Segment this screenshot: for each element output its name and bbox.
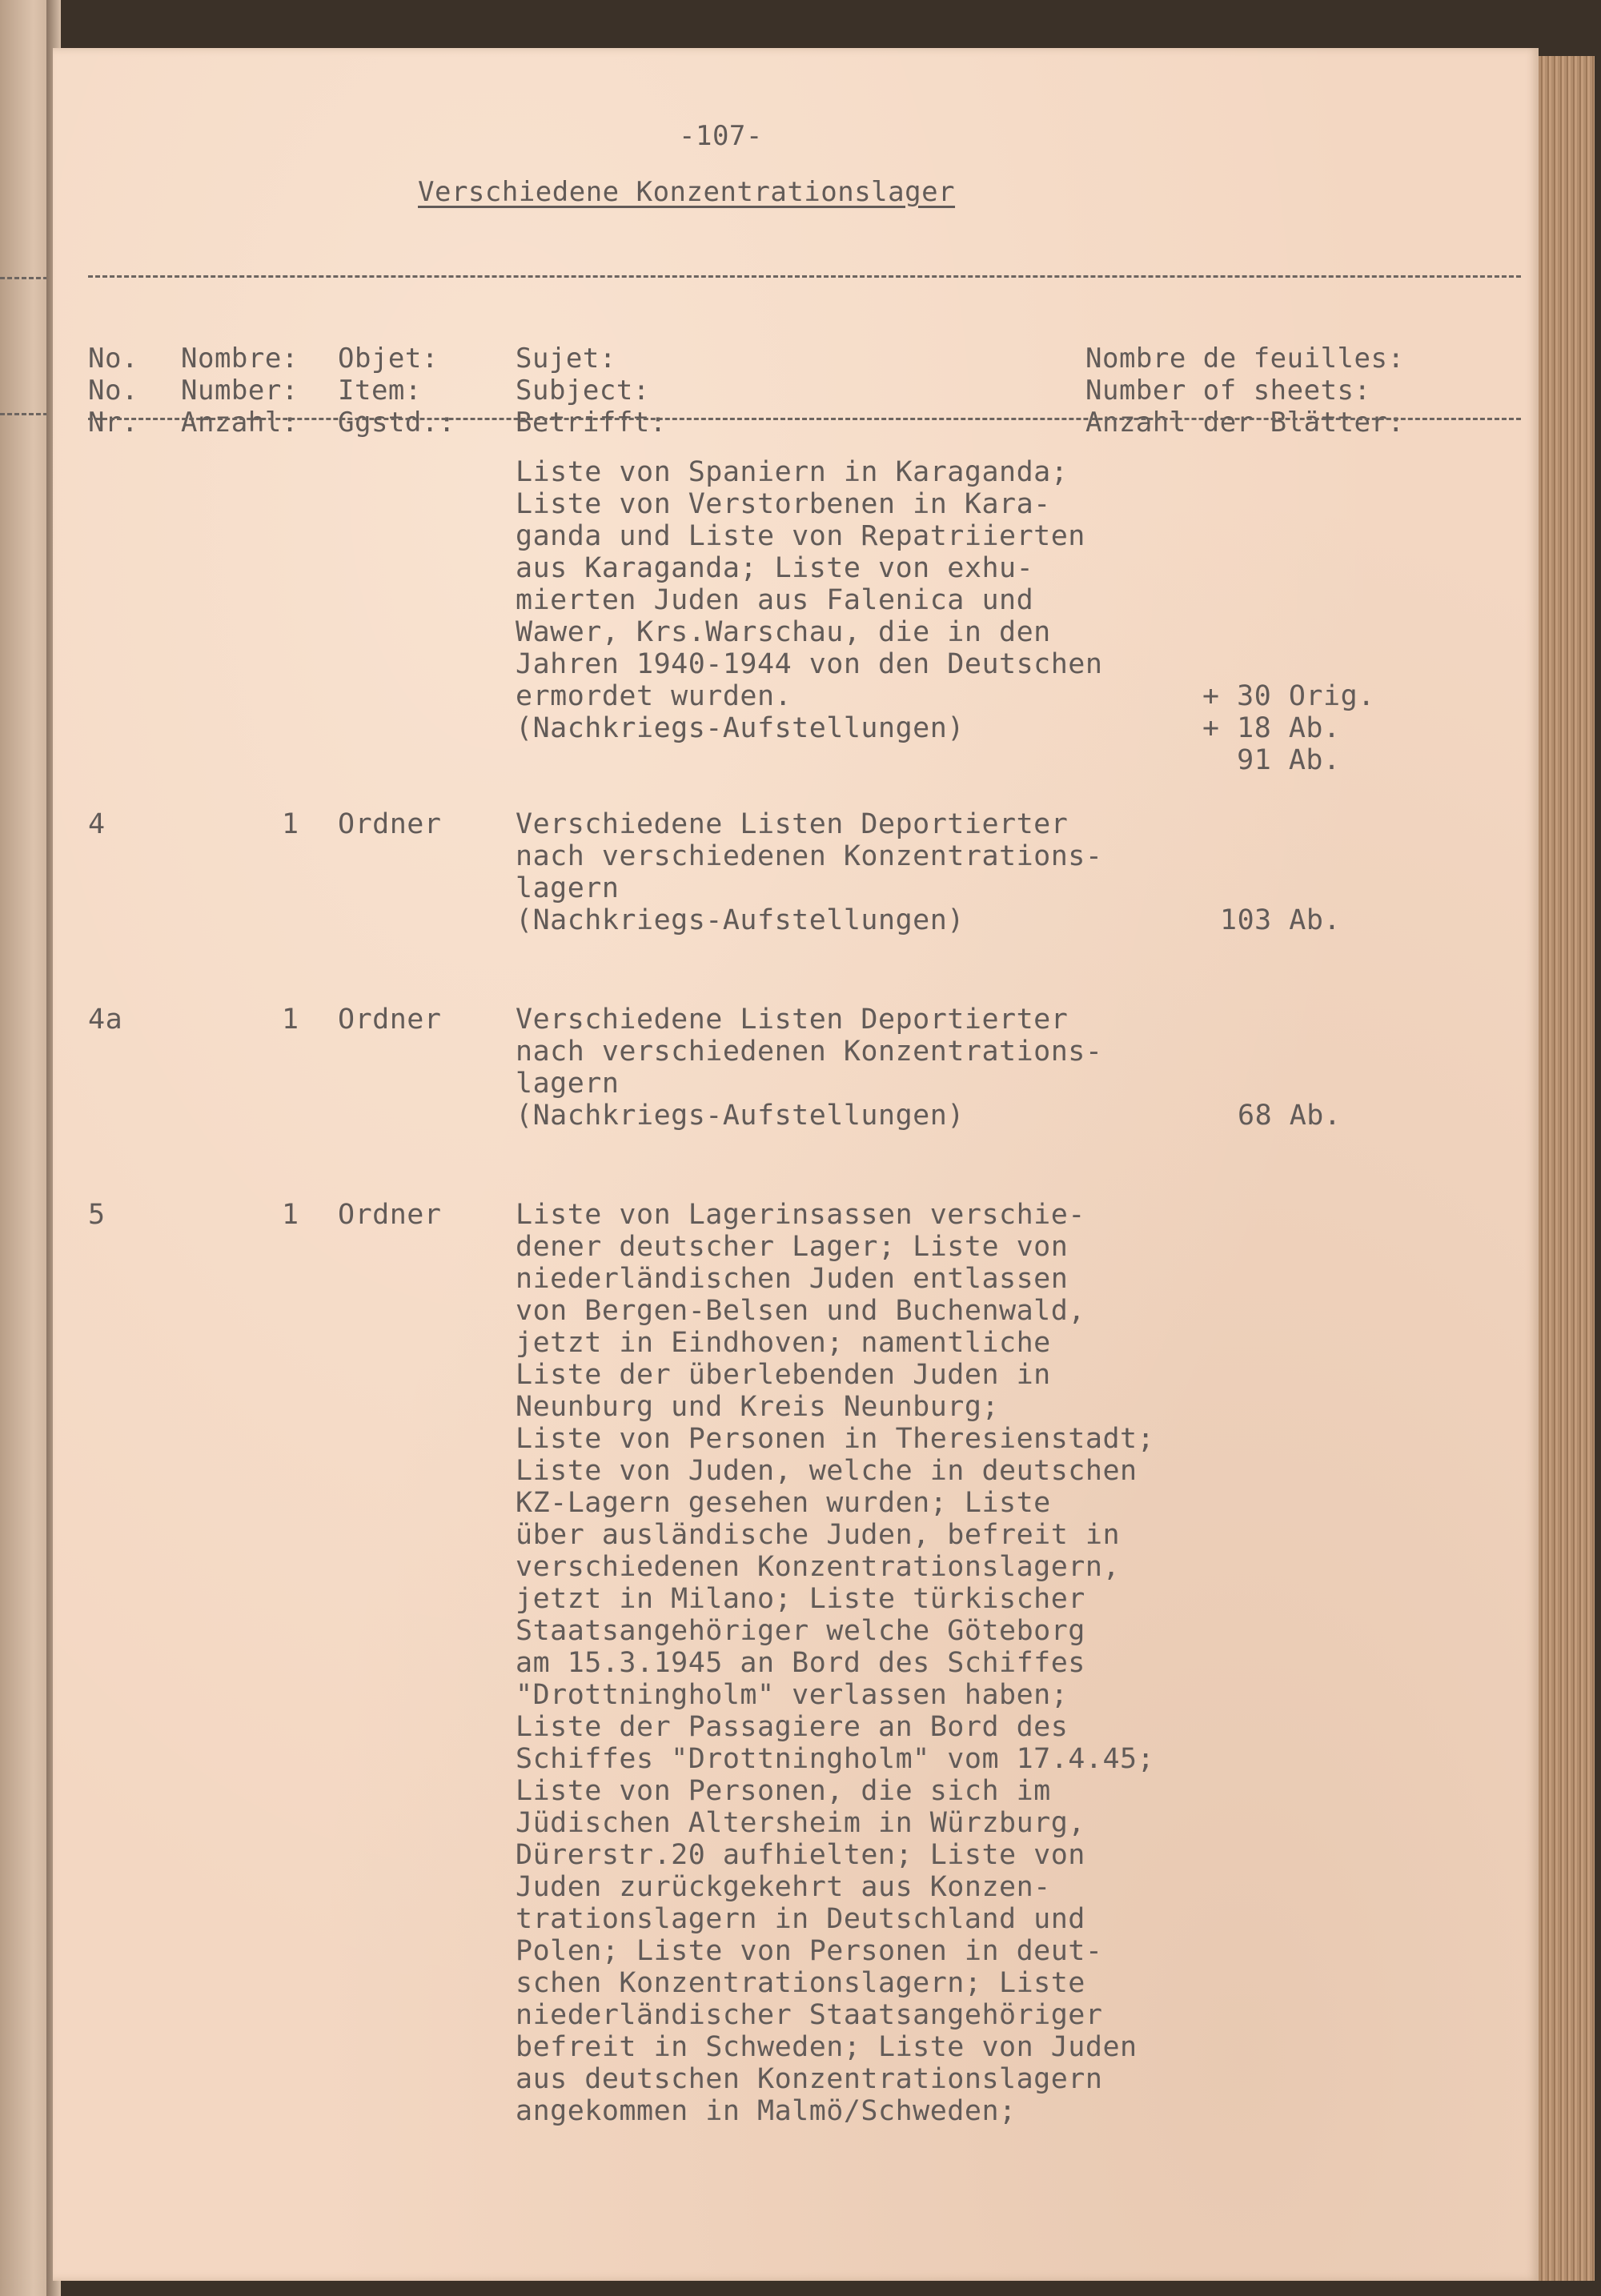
header-item-en: Item: bbox=[338, 375, 422, 407]
subject-line: (Nachkriegs-Aufstellungen) bbox=[516, 1100, 965, 1132]
subject-line: Liste von Personen in Theresienstadt; bbox=[516, 1423, 1155, 1455]
subject-line: mierten Juden aus Falenica und bbox=[516, 584, 1034, 616]
subject-line: Liste von Lagerinsassen verschie- bbox=[516, 1199, 1085, 1231]
subject-line: KZ-Lagern gesehen wurden; Liste bbox=[516, 1487, 1051, 1519]
subject-line: "Drottningholm" verlassen haben; bbox=[516, 1679, 1069, 1711]
header-no-en: No. bbox=[88, 375, 138, 407]
header-item-de: Ggstd.: bbox=[338, 407, 455, 439]
subject-line: dener deutscher Lager; Liste von bbox=[516, 1231, 1069, 1263]
subject-line: trationslagern in Deutschland und bbox=[516, 1903, 1085, 1935]
subject-line: jetzt in Milano; Liste türkischer bbox=[516, 1583, 1085, 1615]
document-page bbox=[53, 48, 1539, 2281]
subject-line: ganda und Liste von Repatriierten bbox=[516, 520, 1085, 552]
subject-line: Wawer, Krs.Warschau, die in den bbox=[516, 616, 1051, 648]
sheets-line: 103 Ab. bbox=[1220, 904, 1342, 936]
page-number: -107- bbox=[679, 120, 763, 152]
previous-page-rule bbox=[0, 413, 48, 415]
subject-line: Juden zurückgekehrt aus Konzen- bbox=[516, 1871, 1051, 1903]
page-stack-edge bbox=[1539, 56, 1595, 2281]
header-item-fr: Objet: bbox=[338, 343, 439, 375]
header-sheets-fr: Nombre de feuilles: bbox=[1085, 343, 1405, 375]
subject-line: Schiffes "Drottningholm" vom 17.4.45; bbox=[516, 1743, 1155, 1775]
subject-line: jetzt in Eindhoven; namentliche bbox=[516, 1327, 1051, 1359]
subject-line: Staatsangehöriger welche Göteborg bbox=[516, 1615, 1085, 1647]
header-subject-de: Betrifft: bbox=[516, 407, 667, 439]
sheets-line: + 30 Orig. bbox=[1202, 680, 1375, 712]
subject-line: Verschiedene Listen Deportierter bbox=[516, 808, 1069, 840]
header-top-rule bbox=[88, 275, 1521, 278]
subject-line: Liste von Spaniern in Karaganda; bbox=[516, 456, 1069, 488]
header-count-en: Number: bbox=[181, 375, 299, 407]
subject-line: (Nachkriegs-Aufstellungen) bbox=[516, 904, 965, 936]
subject-line: Liste von Verstorbenen in Kara- bbox=[516, 488, 1051, 520]
previous-page-rule bbox=[0, 277, 48, 279]
subject-line: am 15.3.1945 an Bord des Schiffes bbox=[516, 1647, 1085, 1679]
sheets-line: 68 Ab. bbox=[1238, 1100, 1342, 1132]
subject-line: über ausländische Juden, befreit in bbox=[516, 1519, 1121, 1551]
subject-line: lagern bbox=[516, 1068, 620, 1100]
header-sheets-en: Number of sheets: bbox=[1085, 375, 1371, 407]
subject-line: nach verschiedenen Konzentrations- bbox=[516, 840, 1103, 872]
sheets-line: + 18 Ab. bbox=[1202, 712, 1341, 744]
subject-line: aus deutschen Konzentrationslagern bbox=[516, 2063, 1103, 2095]
subject-line: ermordet wurden. bbox=[516, 680, 792, 712]
header-sheets-de: Anzahl der Blätter: bbox=[1085, 407, 1405, 439]
subject-line: Verschiedene Listen Deportierter bbox=[516, 1004, 1069, 1036]
entry-number: 4 bbox=[88, 808, 106, 840]
entry-count: 1 bbox=[282, 1004, 299, 1036]
subject-line: aus Karaganda; Liste von exhu- bbox=[516, 552, 1034, 584]
entry-number: 4a bbox=[88, 1004, 123, 1036]
subject-line: Jahren 1940-1944 von den Deutschen bbox=[516, 648, 1103, 680]
entry-item: Ordner bbox=[338, 1199, 442, 1231]
entry-item: Ordner bbox=[338, 808, 442, 840]
subject-line: schen Konzentrationslagern; Liste bbox=[516, 1967, 1085, 1999]
subject-line: Neunburg und Kreis Neunburg; bbox=[516, 1391, 1000, 1423]
header-bottom-rule bbox=[88, 418, 1521, 420]
header-subject-en: Subject: bbox=[516, 375, 650, 407]
subject-line: angekommen in Malmö/Schweden; bbox=[516, 2095, 1017, 2127]
header-no-de: Nr. bbox=[88, 407, 138, 439]
subject-line: befreit in Schweden; Liste von Juden bbox=[516, 2031, 1138, 2063]
subject-line: Liste der überlebenden Juden in bbox=[516, 1359, 1051, 1391]
subject-line: von Bergen-Belsen und Buchenwald, bbox=[516, 1295, 1085, 1327]
subject-line: Polen; Liste von Personen in deut- bbox=[516, 1935, 1103, 1967]
header-count-fr: Nombre: bbox=[181, 343, 299, 375]
page-title: Verschiedene Konzentrationslager bbox=[418, 176, 956, 208]
subject-line: niederländischer Staatsangehöriger bbox=[516, 1999, 1103, 2031]
subject-line: verschiedenen Konzentrationslagern, bbox=[516, 1551, 1121, 1583]
subject-line: Liste von Personen, die sich im bbox=[516, 1775, 1051, 1807]
subject-line: niederländischen Juden entlassen bbox=[516, 1263, 1069, 1295]
header-count-de: Anzahl: bbox=[181, 407, 299, 439]
header-no-fr: No. bbox=[88, 343, 138, 375]
subject-line: Jüdischen Altersheim in Würzburg, bbox=[516, 1807, 1085, 1839]
subject-line: lagern bbox=[516, 872, 620, 904]
subject-line: (Nachkriegs-Aufstellungen) bbox=[516, 712, 965, 744]
entry-count: 1 bbox=[282, 1199, 299, 1231]
entry-count: 1 bbox=[282, 808, 299, 840]
header-subject-fr: Sujet: bbox=[516, 343, 616, 375]
entry-number: 5 bbox=[88, 1199, 106, 1231]
subject-line: nach verschiedenen Konzentrations- bbox=[516, 1036, 1103, 1068]
subject-line: Liste der Passagiere an Bord des bbox=[516, 1711, 1069, 1743]
subject-line: Liste von Juden, welche in deutschen bbox=[516, 1455, 1138, 1487]
entry-item: Ordner bbox=[338, 1004, 442, 1036]
sheets-line: 91 Ab. bbox=[1202, 744, 1341, 776]
subject-line: Dürerstr.20 aufhielten; Liste von bbox=[516, 1839, 1085, 1871]
